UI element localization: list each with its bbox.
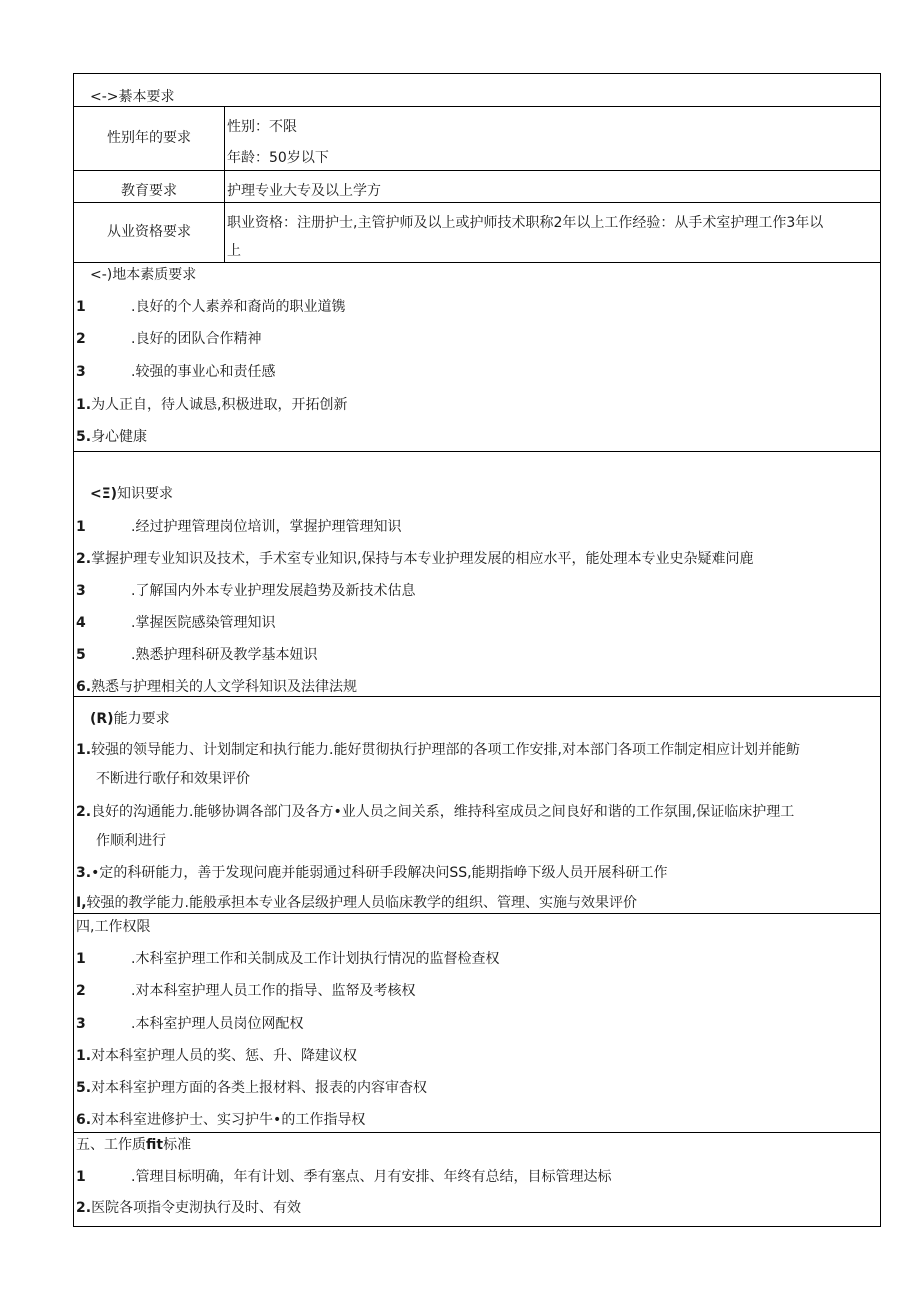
rule — [74, 202, 880, 203]
rule — [74, 696, 880, 697]
list-item: .良好的团队合作精神 — [131, 331, 262, 347]
list-item: .掌握医院感染管理知识 — [131, 615, 276, 631]
list-item: 1.较强的领导能力、计划制定和执行能力.能好贯彻执行护理部的各项工作安排,对本部门各项工作制定相应计划并能鲂 — [76, 742, 800, 758]
qualification-value-line1: 职业资格：注册护士,主管护师及以上或护师技术职称2年以上工作经验：从手术室护理工作3年以 — [227, 215, 824, 231]
list-item: .本科室护理人员岗位网配权 — [131, 1016, 304, 1032]
list-number: 1 — [76, 951, 86, 967]
list-item: .熟悉护理科研及教学基本妞识 — [131, 647, 318, 663]
ability-heading: (R)能力要求 — [90, 711, 170, 727]
list-item: 1.为人正自，待人诚恳,积极进取，开拓创新 — [76, 397, 348, 413]
list-number: 3 — [76, 1016, 86, 1032]
gender-value: 性别：不限 — [227, 119, 297, 135]
rule — [74, 170, 880, 171]
rule — [74, 1132, 880, 1133]
list-number: 2 — [76, 983, 86, 999]
list-item: 5.身心健康 — [76, 429, 148, 445]
row-label-gender-age: 性别年的要求 — [107, 130, 191, 146]
rule — [74, 106, 880, 107]
list-number: 1 — [76, 299, 86, 315]
list-item: 2.掌握护理专业知识及技术，手术室专业知识,保持与本专业护理发展的相应水平，能处理本专业史杂疑难问鹿 — [76, 551, 754, 567]
list-item: 5.对本科室护理方面的各类上报材料、报表的内容审杳权 — [76, 1080, 428, 1096]
standard-heading: 五、工作质fit标准 — [76, 1137, 192, 1153]
list-item: 2.良好的沟通能力.能够协调各部门及各方•业人员之间关系，维持科室成员之间良好和谐的工作氛围,保证临床护理工 — [76, 804, 795, 820]
list-item: 6.对本科室进修护士、实习护牛•的工作指导权 — [76, 1112, 366, 1128]
list-item: .管理目标明确，年有计划、季有塞点、月有安排、年终有总结，目标管理达标 — [131, 1169, 612, 1185]
list-item: .经过护理管理岗位培训，掌握护理管理知识 — [131, 519, 402, 535]
list-item-continuation: 作顺利进行 — [96, 833, 166, 849]
rule — [74, 262, 880, 263]
list-number: 4 — [76, 615, 86, 631]
list-number: 2 — [76, 331, 86, 347]
list-item: .对本科室护理人员工作的指导、监帑及考核权 — [131, 983, 416, 999]
quality-heading: <-)地本素质要求 — [90, 267, 197, 283]
row-label-qualification: 从业资格要求 — [107, 224, 191, 240]
list-item: I,较强的教学能力.能般承担本专业各层级护理人员临床教学的组织、管理、实施与效果评价 — [76, 895, 637, 911]
list-item-continuation: 不断进行歌仔和效果评价 — [96, 771, 250, 787]
row-label-education: 教育要求 — [121, 183, 177, 199]
age-value: 年龄：50岁以下 — [227, 150, 329, 166]
list-item: .良好的个人素养和裔尚的职业道镌 — [131, 299, 346, 315]
rule — [74, 451, 880, 452]
list-number: 3 — [76, 583, 86, 599]
column-divider — [224, 106, 225, 262]
list-item: .木科室护理工作和关制成及工作计划执行情况的监督检查权 — [131, 951, 500, 967]
authority-heading: 四,工作权限 — [76, 919, 151, 935]
list-number: 1 — [76, 519, 86, 535]
knowledge-heading: <Ξ)知识要求 — [90, 486, 173, 502]
education-value: 护理专业大专及以上学方 — [227, 183, 381, 199]
list-number: 5 — [76, 647, 86, 663]
list-item: 2.医院各项指令吏沏执行及时、有效 — [76, 1200, 302, 1216]
basic-heading: <->綦本要求 — [90, 89, 175, 105]
list-item: 1.对本科室护理人员的奖、惩、升、降建议权 — [76, 1048, 358, 1064]
list-item: 6.熟悉与护理相关的人文学科知识及法律法规 — [76, 679, 358, 695]
list-item: .较强的事业心和责任感 — [131, 364, 276, 380]
job-requirements-table — [73, 73, 881, 1227]
list-item: .了解国内外本专业护理发展趋势及新技术估息 — [131, 583, 416, 599]
list-number: 1 — [76, 1169, 86, 1185]
list-number: 3 — [76, 364, 86, 380]
rule — [74, 913, 880, 914]
qualification-value-line2: 上 — [227, 243, 241, 259]
list-item: 3.•定的科研能力，善于发现问鹿并能弱通过科研手段解决问SS,能期指峥下级人员开展科研工作 — [76, 865, 668, 881]
